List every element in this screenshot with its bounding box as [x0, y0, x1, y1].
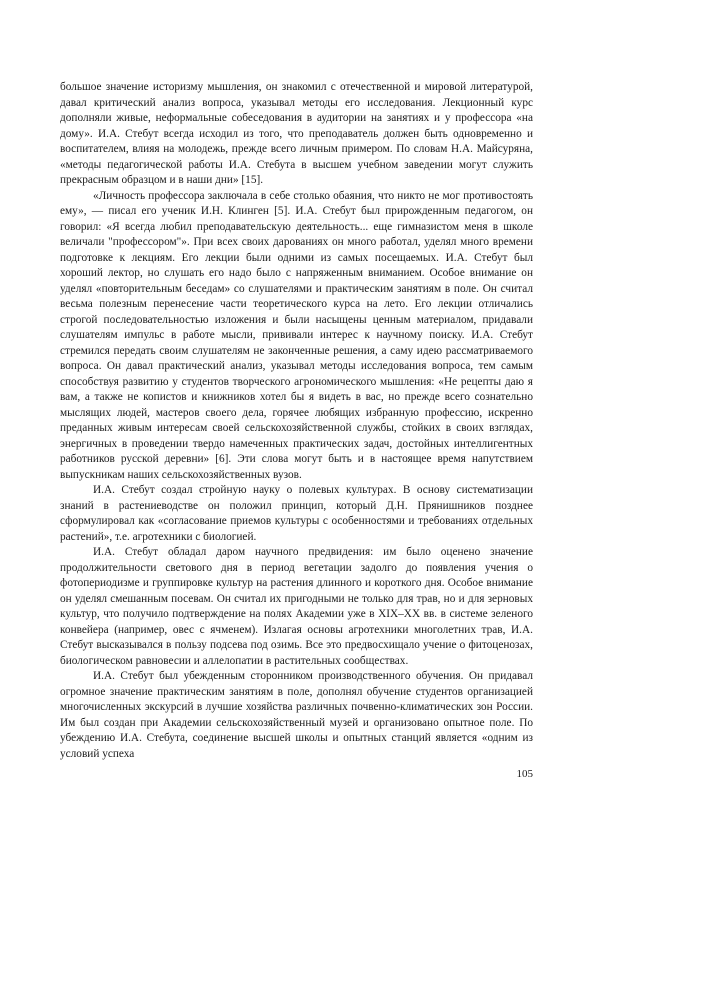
paragraph: «Личность профессора заключала в себе столько обаяния, что никто не мог противостоять ему», — писал его ученик И.Н. Клинген [5]. И.А. Стебут был прирожденным педагогом, он говорил: «Я всегда любил преподавательскую деятельность... еще гимназистом меня в школе величали "профессором"». При всех своих дарованиях он много работал, уделял много времени подготовке к лекциям. Его лекции были одними из самых посещаемых. И.А. Стебут был хороший лектор, но слушать его надо было с напряженным вниманием. Особое внимание он уделял «повторительным беседам» со слушателями и практическим занятиям в поле. Он считал весьма полезным перенесение части теоретического курса на лето. Его лекции отличались строгой последовательностью изложения и были насыщены ценным материалом, придавали слушателям импульс в работе мысли, прививали интерес к научному поиску. И.А. Стебут стремился передать своим слушателям не законченные решения, а саму идею рассматриваемого вопроса. Он давал практический анализ, указывал методы исследования вопроса, тем самым способствуя развитию у студентов творческого агрономического мышления: «Не рецепты даю я вам, а также не копистов и книжников хотел бы я видеть в вас, но прежде всего сознательно мыслящих людей, мастеров своего дела, горячее любящих избранную профессию, искренно преданных живым интересам своей сельскохозяйственной службы, стойких в своих взглядах, энергичных в проведении твердо намеченных практических задач, достойных интеллигентных работников русской деревни» [6]. Эти слова могут быть и в настоящее время напутствием выпускникам наших сельскохозяйственных вузов.: [60, 189, 533, 481]
paragraph-continued: большое значение историзму мышления, он знакомил с отечественной и мировой литературой, давал критический анализ вопроса, указывал методы его исследования. Лекционный курс дополняли живые, неформальные собеседования в аудитории на занятиях и у профессора «на дому». И.А. Стебут всегда исходил из того, что преподаватель должен быть одновременно и воспитателем, влияя на молодежь, прежде всего личным примером. По словам Н.А. Майсуряна, «методы педагогической работы И.А. Стебута в высшем учебном заведении могут служить прекрасным образцом и в наши дни» [15].: [60, 81, 533, 186]
page-number: 105: [516, 768, 533, 780]
paragraph: И.А. Стебут создал стройную науку о полевых культурах. В основу систематизации знаний в растениеводстве он положил принцип, который Д.Н. Прянишников позднее сформулировал как «согласование приемов культуры с особенностями и требованиях отдельных растений», т.е. агротехники с биологией.: [60, 484, 533, 543]
page-body: [60, 80, 533, 762]
paragraph: И.А. Стебут был убежденным сторонником производственного обучения. Он придавал огромное значение практическим занятиям в поле, дополнял обучение студентов организацией многочисленных экскурсий в лучшие хозяйства различных почвенно-климатических зон России. Им был создан при Академии сельскохозяйственный музей и организовано опытное поле. По убеждению И.А. Стебута, соединение высшей школы и опытных станций является «одним из условий успеха: [60, 670, 533, 760]
paragraph: И.А. Стебут обладал даром научного предвидения: им было оценено значение продолжительности светового дня в период вегетации задолго до появления учения о фотопериодизме и группировке культур на растения длинного и короткого дня. Особое внимание он уделял смешанным посевам. Он считал их пригодными не только для трав, но и для зерновых культур, что получило подтверждение на полях Академии уже в XIX–XX вв. в системе зеленого конвейера (например, овес с ячменем). Излагая основы агротехники многолетних трав, И.А. Стебут высказывался в пользу подсева под озимь. Все это предвосхищало учение о фитоценозах, биологическом равновесии и аллелопатии в растительных сообществах.: [60, 546, 533, 667]
